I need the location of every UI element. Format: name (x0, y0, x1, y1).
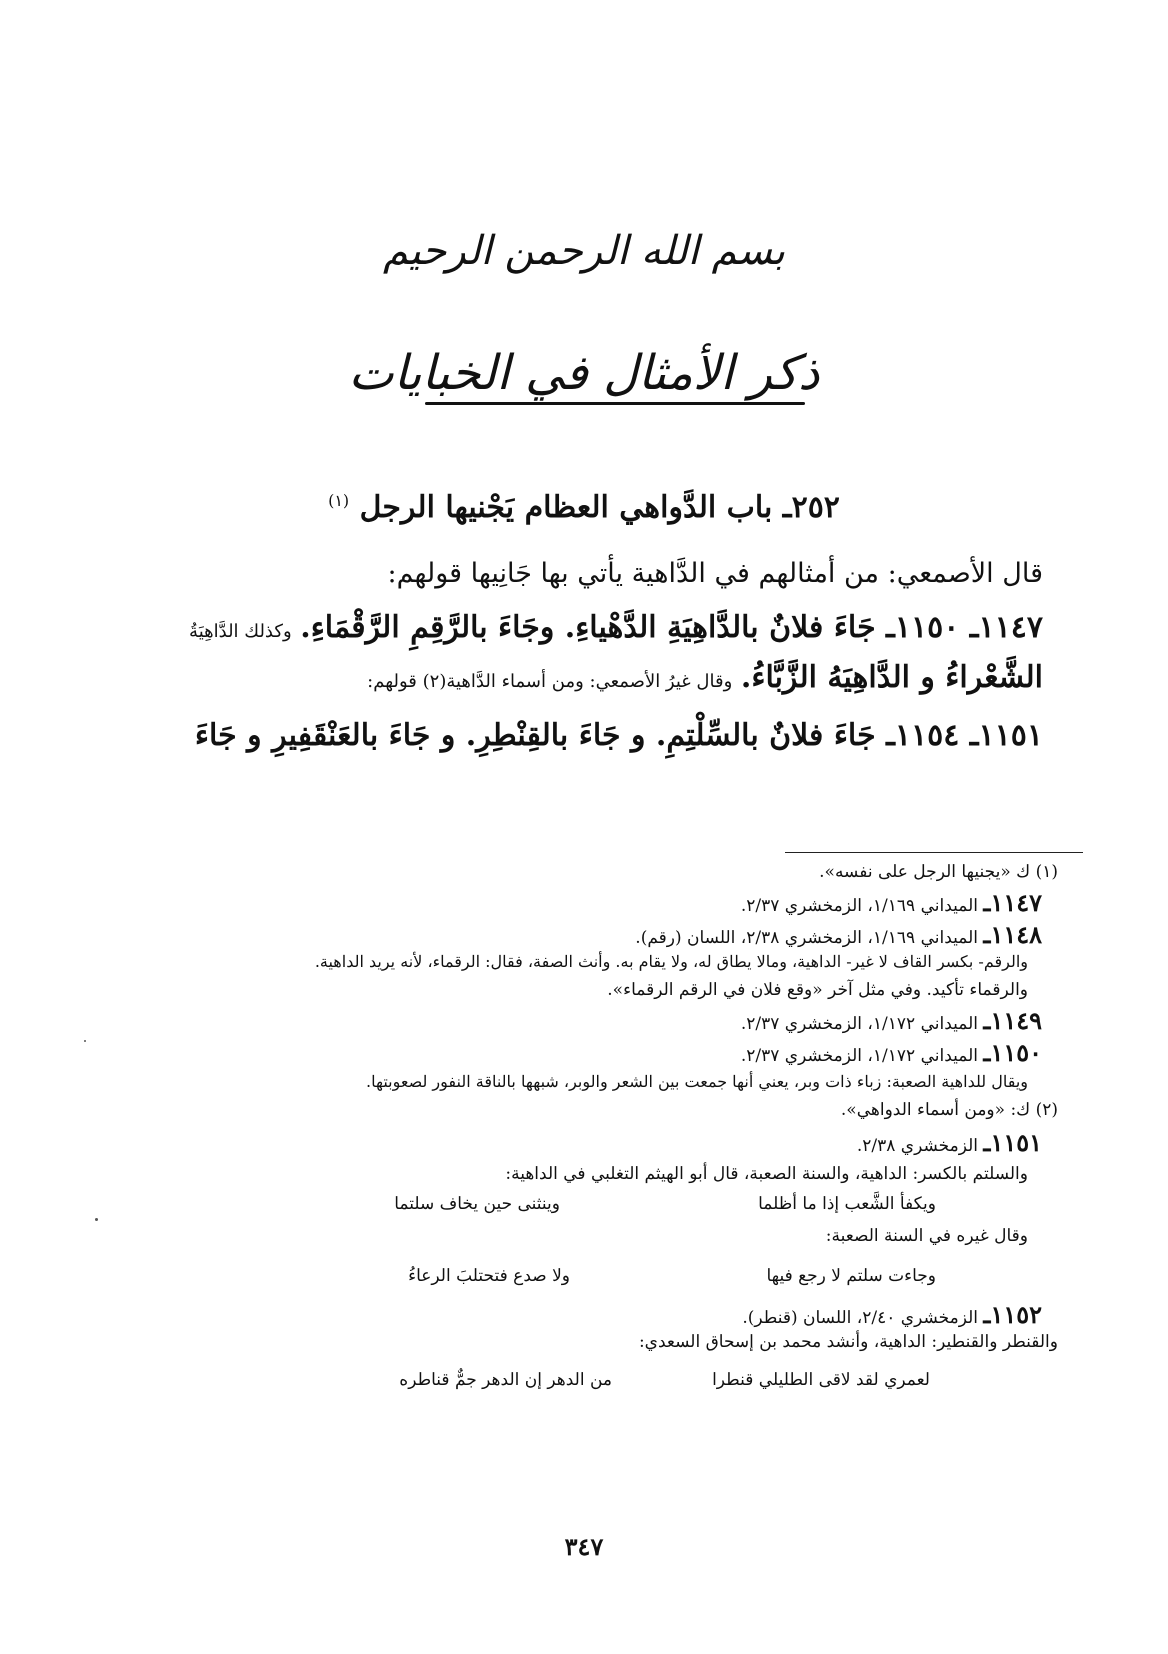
body-line-2-rest: وكذلك الدَّاهِيَةُ (189, 621, 292, 642)
body-line-4 (83, 718, 1043, 753)
body-line-1: قال الأصمعي: من أمثالهم في الدَّاهية يأتي بها جَانِيها قولهم: (387, 558, 1043, 589)
proverb-1147-1150: ١١٤٧ـ ١١٥٠ـ جَاءَ فلانٌ بالدَّاهِيَةِ الدَّهْياءِ. وجَاءَ بالرَّقِمِ الرَّقْمَاءِ. (300, 610, 1043, 645)
footnote-number: ١١٤٧ـ (983, 888, 1042, 917)
footnote-1: (١) ك «يجنيها الرجل على نفسه». (819, 862, 1058, 882)
chapter-title-text: ٢٥٢ـ باب الدَّواهي العظام يَجْنيها الرجل (359, 490, 840, 525)
body-line-2 (83, 610, 1043, 645)
footnote-1150 (22, 1038, 1042, 1067)
body-line-3 (83, 660, 1043, 695)
page-number: ٣٤٧ (564, 1532, 604, 1561)
verse-2-first-hemistich: وجاءت سلتم لا رجع فيها (766, 1266, 936, 1286)
footnote-text: الزمخشري ٢/٤٠، اللسان (قنطر). (742, 1308, 978, 1328)
chapter-footnote-ref: (١) (328, 491, 350, 510)
verse-3-first-hemistich: لعمري لقد لاقى الطليلي قنطرا (712, 1370, 930, 1390)
footnote-1152 (22, 1300, 1042, 1329)
footnote-1147 (22, 888, 1042, 917)
footnote-number: ١١٤٩ـ (983, 1006, 1042, 1035)
footnote-1148 (22, 920, 1042, 949)
footnote-other-poet: وقال غيره في السنة الصعبة: (825, 1226, 1028, 1246)
section-title: ذكر الأمثال في الخبايات (348, 345, 820, 401)
footnote-text: الميداني ١/١٦٩، الزمخشري ٢/٣٨، اللسان (رقم). (635, 928, 978, 948)
title-underline (425, 402, 805, 405)
footnote-number: ١١٥١ـ (983, 1128, 1042, 1157)
verse-3-second-hemistich: من الدهر إن الدهر جمٌّ قناطره (399, 1370, 612, 1390)
footnote-raqm: والرقم- بكسر القاف لا غير- الداهية، ومالا يطاق له، ولا يقام به. وأنث الصفة، فقال: الرقماء، لأنه يريد الداهية. (314, 952, 1028, 971)
footnote-divider (785, 852, 1083, 853)
footnote-text: الزمخشري ٢/٣٨. (856, 1136, 978, 1156)
scan-speck (84, 1040, 86, 1042)
footnote-qintir: والقنطر والقنطير: الداهية، وأنشد محمد بن إسحاق السعدي: (638, 1332, 1058, 1352)
footnote-text: الميداني ١/١٧٢، الزمخشري ٢/٣٧. (740, 1014, 978, 1034)
footnote-text: الميداني ١/١٧٢، الزمخشري ٢/٣٧. (740, 1046, 978, 1066)
footnote-number: ١١٥٠ـ (983, 1038, 1042, 1067)
footnote-1149 (22, 1006, 1042, 1035)
footnote-text: الميداني ١/١٦٩، الزمخشري ٢/٣٧. (740, 896, 978, 916)
footnote-raqmaa: والرقماء تأكيد. وفي مثل آخر «وقع فلان في الرقم الرقماء». (607, 980, 1028, 1000)
scan-speck (95, 1218, 98, 1221)
verse-1-first-hemistich: ويكفأ الشَّعب إذا ما أظلما (758, 1194, 936, 1214)
footnote-number: ١١٥٢ـ (983, 1300, 1042, 1329)
footnote-siltim: والسلتم بالكسر: الداهية، والسنة الصعبة، قال أبو الهيثم التغلبي في الداهية: (505, 1164, 1028, 1184)
proverb-sharaa: الشَّعْراءُ و الدَّاهِيَهُ الزَّبَّاءُ. (740, 660, 1043, 695)
verse-2-second-hemistich: ولا صدع فتحتلبَ الرعاءُ (408, 1266, 570, 1286)
footnote-zabbaa: ويقال للداهية الصعبة: زباء ذات وبر، يعني أنها جمعت بين الشعر والوبر، شبهها بالناقة النفور لصعوبتها. (365, 1072, 1028, 1091)
basmala: بسم الله الرحمن الرحيم (382, 228, 786, 274)
proverb-1151-1154: ١١٥١ـ ١١٥٤ـ جَاءَ فلانٌ بالسِّلْتِمِ. و جَاءَ بالقِنْطِرِ. و جَاءَ بالعَنْقَفِيرِ و جَاءَ (194, 718, 1043, 753)
body-line-3-rest: وقال غيرُ الأصمعي: ومن أسماء الدَّاهية(٢) قولهم: (367, 671, 733, 692)
footnote-2: (٢) ك: «ومن أسماء الدواهي». (840, 1100, 1058, 1120)
footnote-1151 (22, 1128, 1042, 1157)
footnote-number: ١١٤٨ـ (983, 920, 1042, 949)
verse-1-second-hemistich: وينثنى حين يخاف سلتما (394, 1194, 560, 1214)
chapter-title (0, 490, 1168, 525)
